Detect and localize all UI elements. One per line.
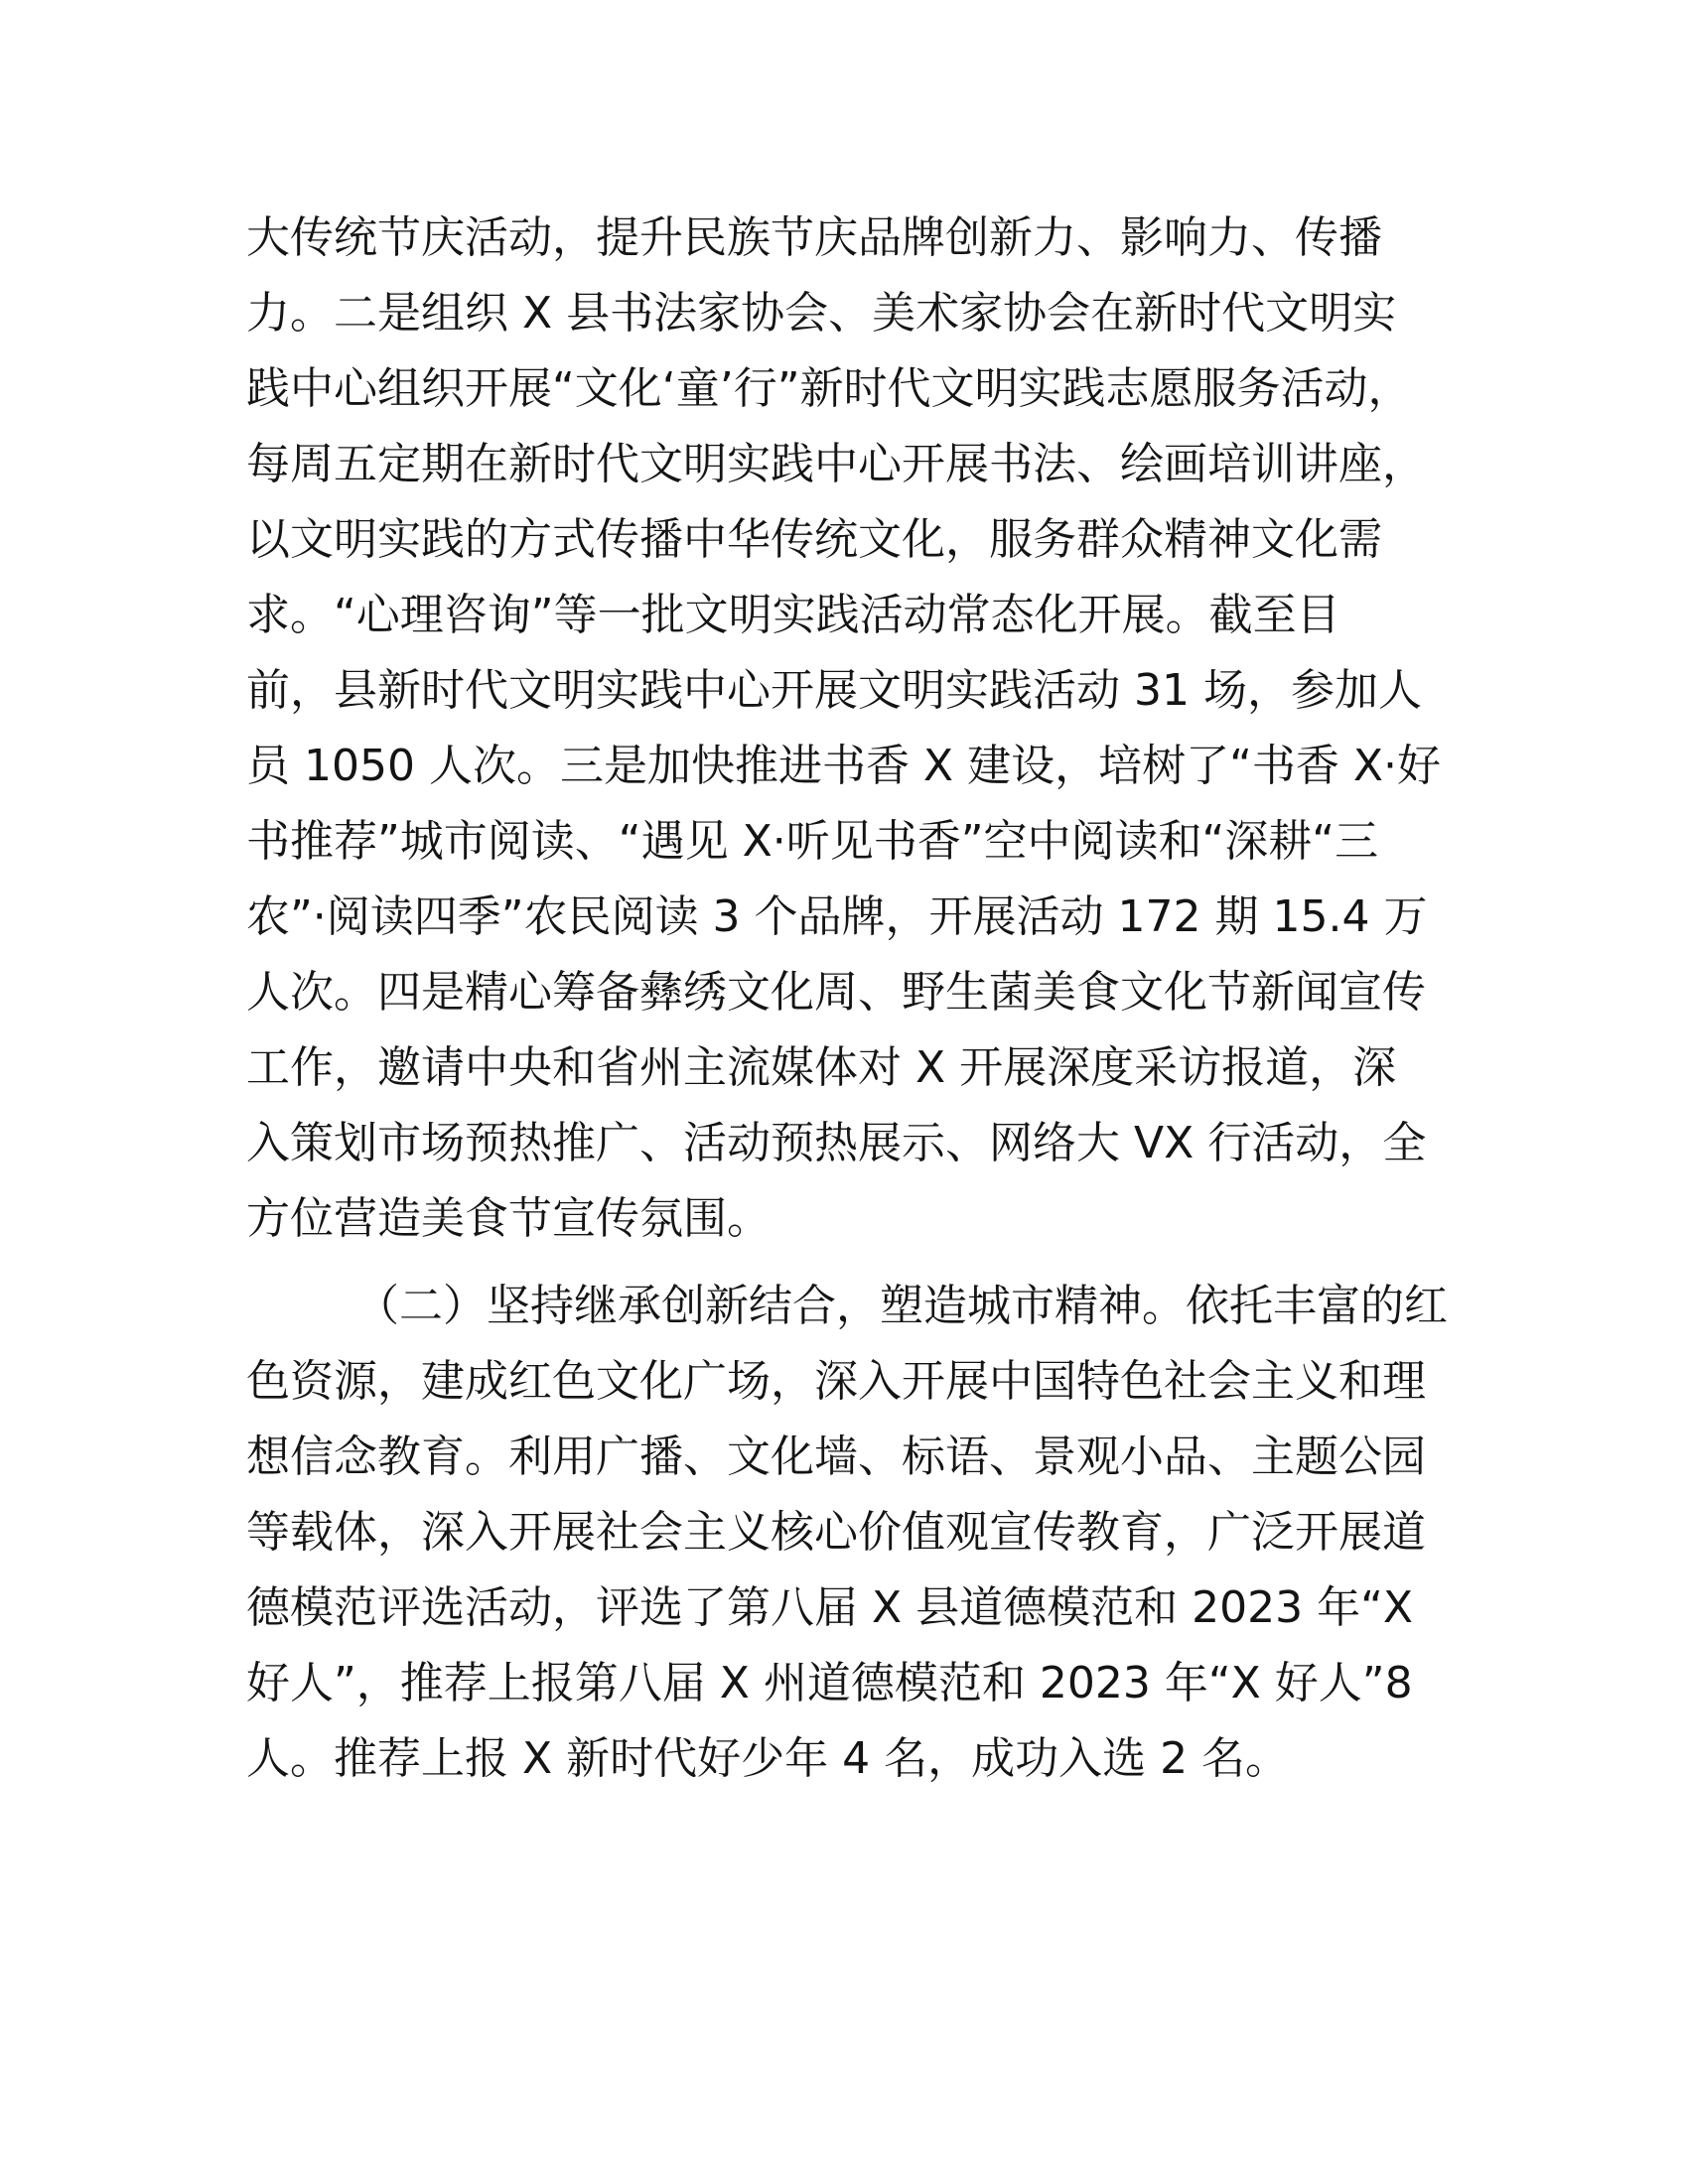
paragraph-line: 践中心组织开展“文化‘童’行”新时代文明实践志愿服务活动，	[246, 363, 1412, 414]
paragraph-line: 前，县新时代文明实践中心开展文明实践活动 31 场，参加人	[246, 665, 1422, 716]
paragraph-line: 以文明实践的方式传播中华传统文化，服务群众精神文化需	[246, 514, 1382, 565]
paragraph-line: 力。二是组织 X 县书法家协会、美术家协会在新时代文明实	[246, 288, 1397, 339]
paragraph-line: 德模范评选活动，评选了第八届 X 县道德模范和 2023 年“X	[246, 1582, 1413, 1633]
paragraph-line: 人次。四是精心筹备彝绣文化周、野生菌美食文化节新闻宣传	[246, 967, 1426, 1018]
paragraph-line: 求。“心理咨询”等一批文明实践活动常态化开展。截至目	[246, 590, 1340, 640]
paragraph-line: 色资源，建成红色文化广场，深入开展中国特色社会主义和理	[246, 1356, 1426, 1407]
paragraph-line: 入策划市场预热推广、活动预热展示、网络大 VX 行活动，全	[246, 1118, 1427, 1168]
paragraph-line: 人。推荐上报 X 新时代好少年 4 名，成功入选 2 名。	[246, 1733, 1290, 1784]
paragraph-line: 书推荐”城市阅读、“遇见 X·听见书香”空中阅读和“深耕“三	[246, 816, 1379, 867]
paragraph-line: 工作，邀请中央和省州主流媒体对 X 开展深度采访报道，深	[246, 1042, 1397, 1093]
paragraph-line: 农”·阅读四季”农民阅读 3 个品牌，开展活动 172 期 15.4 万	[246, 891, 1428, 942]
paragraph-line: 方位营造美食节宣传氛围。	[246, 1193, 771, 1244]
paragraph-line: 员 1050 人次。三是加快推进书香 X 建设，培树了“书香 X·好	[246, 741, 1441, 791]
paragraph-line: 等载体，深入开展社会主义核心价值观宣传教育，广泛开展道	[246, 1507, 1426, 1558]
paragraph-line: 大传统节庆活动，提升民族节庆品牌创新力、影响力、传播	[246, 212, 1382, 263]
paragraph-line: 好人”，推荐上报第八届 X 州道德模范和 2023 年“X 好人”8	[246, 1658, 1413, 1708]
paragraph-line: 想信念教育。利用广播、文化墙、标语、景观小品、主题公园	[246, 1432, 1426, 1482]
section-heading-line: （二）坚持继承创新结合，塑造城市精神。依托丰富的红	[355, 1281, 1448, 1331]
paragraph-line: 每周五定期在新时代文明实践中心开展书法、绘画培训讲座，	[246, 439, 1426, 489]
